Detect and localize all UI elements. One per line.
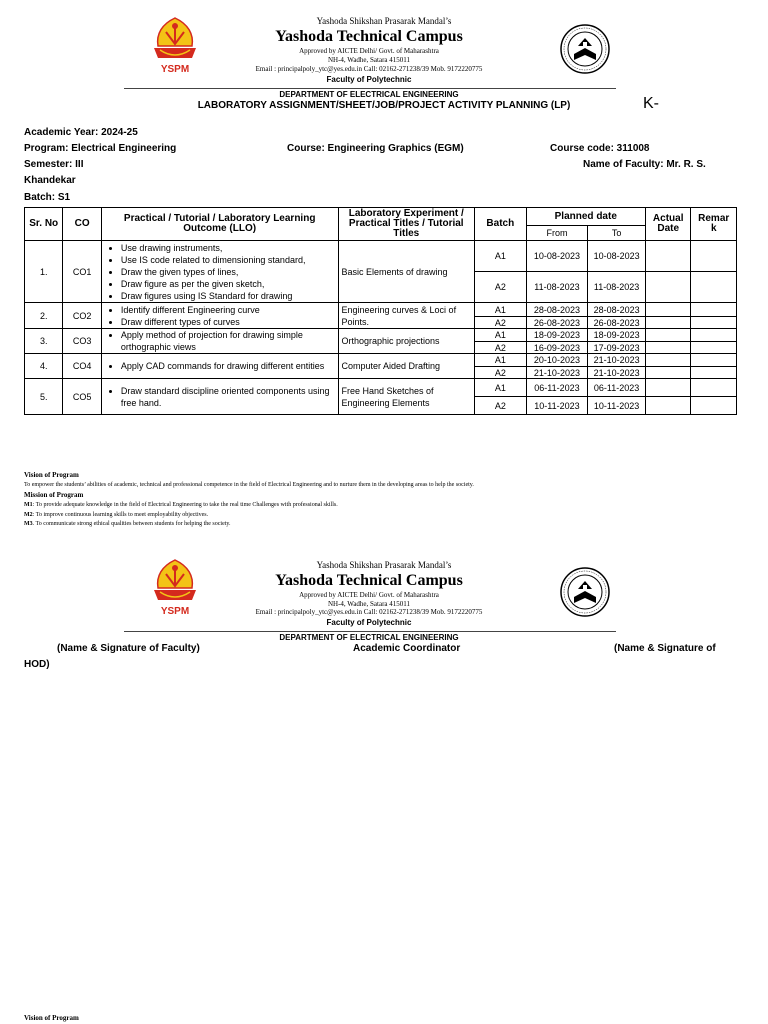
cell-to: 18-09-2023 <box>588 329 646 342</box>
llo-item: • Apply CAD commands for drawing different entities <box>121 360 335 372</box>
cell-actual <box>645 342 691 354</box>
llo-item: • Identify different Engineering curve <box>121 304 335 316</box>
llo-item: • Draw the given types of lines, <box>121 266 335 278</box>
cell-batch: A1 <box>475 329 527 342</box>
hod-signature: (Name & Signature of <box>614 643 716 654</box>
logo-text: YSPM <box>160 64 190 75</box>
cell-from: 16-09-2023 <box>526 342 588 354</box>
llo-item: • Use drawing instruments, <box>121 242 335 254</box>
cell-title: Engineering curves & Loci of Points. <box>338 303 475 329</box>
mission-heading: Mission of Program <box>24 491 84 499</box>
academic-year: Academic Year: 2024-25 <box>24 127 138 138</box>
faculty-name: Name of Faculty: Mr. R. S. <box>583 159 706 170</box>
cell-actual <box>645 317 691 329</box>
cell-actual <box>645 303 691 317</box>
cell-batch: A1 <box>475 241 527 272</box>
cell-remark <box>691 317 737 329</box>
cell-llo <box>101 354 338 379</box>
cell-to: 10-11-2023 <box>588 397 646 415</box>
cell-actual <box>645 329 691 342</box>
document-title: LABORATORY ASSIGNMENT/SHEET/JOB/PROJECT ACTIVITY PLANNING (LP) <box>197 100 571 111</box>
cell-remark <box>691 241 737 272</box>
cell-co: CO2 <box>63 303 101 329</box>
campus-name-2: Yashoda Technical Campus <box>275 572 463 589</box>
cell-remark <box>691 367 737 379</box>
footer-vision-heading: Vision of Program <box>24 1014 79 1022</box>
contact-line-2: Email : principalpoly_ytc@yes.edu.in Call: 02162-271238/39 Mob. 9172220775 <box>255 608 483 616</box>
cell-remark <box>691 379 737 397</box>
header-co: CO <box>63 208 101 241</box>
approved-line: Approved by AICTE Delhi/ Govt. of Maharashtra <box>299 47 439 55</box>
faculty-signature: (Name & Signature of Faculty) <box>57 643 200 654</box>
approved-line-2: Approved by AICTE Delhi/ Govt. of Maharashtra <box>299 591 439 599</box>
cell-llo <box>101 241 338 303</box>
cell-remark <box>691 303 737 317</box>
semester: Semester: III <box>24 159 84 170</box>
cell-to: 28-08-2023 <box>588 303 646 317</box>
cell-sr: 5. <box>25 379 63 415</box>
cell-remark <box>691 272 737 303</box>
table-row <box>25 329 737 342</box>
cell-from: 11-08-2023 <box>526 272 588 303</box>
cell-remark <box>691 397 737 415</box>
llo-item: • Apply method of projection for drawing simple orthographic views <box>121 329 335 353</box>
university-seal-icon-2 <box>560 567 610 617</box>
cell-to: 11-08-2023 <box>588 272 646 303</box>
mission-m1: M1: To provide adequate knowledge in the field of Electrical Engineering to take the real time Challenges with professional skills. <box>24 502 338 508</box>
mission-m2: M2: To improve continuous learning skills to meet employability objectives. <box>24 512 209 518</box>
cell-sr: 4. <box>25 354 63 379</box>
cell-co: CO3 <box>63 329 101 354</box>
lp-table <box>24 207 737 415</box>
vision-heading: Vision of Program <box>24 471 79 479</box>
cell-batch: A2 <box>475 317 527 329</box>
cell-batch: A2 <box>475 397 527 415</box>
header-remark: Remar k <box>691 208 737 241</box>
table-row <box>25 241 737 272</box>
header-from: From <box>526 226 588 241</box>
course-code: Course code: 311008 <box>550 143 650 154</box>
cell-actual <box>645 367 691 379</box>
batch: Batch: S1 <box>24 192 71 203</box>
faculty-name-cont: Khandekar <box>24 175 76 186</box>
address-line: NH-4, Wadhe, Satara 415011 <box>327 56 411 64</box>
cell-to: 21-10-2023 <box>588 367 646 379</box>
cell-llo <box>101 379 338 415</box>
cell-actual <box>645 272 691 303</box>
vision-text: To empower the students’ abilities of academic, technical and professional competence in the field of Electrical Engineering and to nurture them in the developing areas to help the society. <box>24 482 474 488</box>
cell-from: 21-10-2023 <box>526 367 588 379</box>
table-row <box>25 379 737 397</box>
cell-title: Orthographic projections <box>338 329 475 354</box>
llo-item: • Draw standard discipline oriented components using free hand. <box>121 385 335 409</box>
mission-m3: M3. To communicate strong ethical qualities between students for helping the society. <box>24 521 231 527</box>
university-seal-icon <box>560 24 610 74</box>
cell-title: Basic Elements of drawing <box>338 241 475 303</box>
table-row <box>25 354 737 367</box>
cell-batch: A2 <box>475 342 527 354</box>
llo-item: • Draw figures using IS Standard for drawing <box>121 290 335 302</box>
cell-title: Free Hand Sketches of Engineering Elements <box>338 379 475 415</box>
cell-sr: 1. <box>25 241 63 303</box>
academic-coordinator: Academic Coordinator <box>353 643 461 654</box>
cell-remark <box>691 354 737 367</box>
cell-co: CO5 <box>63 379 101 415</box>
cell-sr: 3. <box>25 329 63 354</box>
contact-line: Email : principalpoly_ytc@yes.edu.in Call: 02162-271238/39 Mob. 9172220775 <box>255 65 483 73</box>
cell-co: CO4 <box>63 354 101 379</box>
header-to: To <box>588 226 646 241</box>
faculty-of: Faculty of Polytechnic <box>326 75 412 84</box>
cell-batch: A1 <box>475 379 527 397</box>
cell-actual <box>645 379 691 397</box>
cell-actual <box>645 397 691 415</box>
campus-name: Yashoda Technical Campus <box>275 28 463 45</box>
cell-from: 18-09-2023 <box>526 329 588 342</box>
cell-to: 06-11-2023 <box>588 379 646 397</box>
header-planned: Planned date <box>526 208 645 226</box>
header-actual: Actual Date <box>645 208 691 241</box>
cell-llo <box>101 329 338 354</box>
cell-from: 28-08-2023 <box>526 303 588 317</box>
cell-from: 10-08-2023 <box>526 241 588 272</box>
cell-from: 10-11-2023 <box>526 397 588 415</box>
address-line-2: NH-4, Wadhe, Satara 415011 <box>327 600 411 608</box>
corner-mark: K- <box>643 95 659 112</box>
cell-batch: A2 <box>475 272 527 303</box>
cell-to: 26-08-2023 <box>588 317 646 329</box>
mandal-name: Yashoda Shikshan Prasarak Mandal’s <box>316 16 452 26</box>
mandal-name-2: Yashoda Shikshan Prasarak Mandal’s <box>316 560 452 570</box>
llo-item: • Draw different types of curves <box>121 316 335 328</box>
logo-text-2: YSPM <box>160 606 190 617</box>
hod-signature-cont: HOD) <box>24 659 50 670</box>
cell-llo <box>101 303 338 329</box>
table-row <box>25 303 737 317</box>
cell-to: 21-10-2023 <box>588 354 646 367</box>
program: Program: Electrical Engineering <box>24 143 177 154</box>
cell-to: 17-09-2023 <box>588 342 646 354</box>
cell-from: 06-11-2023 <box>526 379 588 397</box>
cell-from: 20-10-2023 <box>526 354 588 367</box>
cell-batch: A1 <box>475 354 527 367</box>
faculty-of-2: Faculty of Polytechnic <box>326 618 412 627</box>
llo-item: • Use IS code related to dimensioning standard, <box>121 254 335 266</box>
cell-to: 10-08-2023 <box>588 241 646 272</box>
cell-actual <box>645 354 691 367</box>
cell-from: 26-08-2023 <box>526 317 588 329</box>
cell-sr: 2. <box>25 303 63 329</box>
cell-batch: A1 <box>475 303 527 317</box>
cell-batch: A2 <box>475 367 527 379</box>
cell-actual <box>645 241 691 272</box>
cell-remark <box>691 342 737 354</box>
header-sr: Sr. No <box>25 208 63 241</box>
header-llo: Practical / Tutorial / Laboratory Learning Outcome (LLO) <box>101 208 338 241</box>
department-title: DEPARTMENT OF ELECTRICAL ENGINEERING <box>279 90 459 99</box>
cell-co: CO1 <box>63 241 101 303</box>
cell-remark <box>691 329 737 342</box>
course: Course: Engineering Graphics (EGM) <box>287 143 464 154</box>
header-titles: Laboratory Experiment / Practical Titles / Tutorial Titles <box>338 208 475 241</box>
llo-item: • Draw figure as per the given sketch, <box>121 278 335 290</box>
cell-title: Computer Aided Drafting <box>338 354 475 379</box>
header-batch: Batch <box>475 208 527 241</box>
department-title-2: DEPARTMENT OF ELECTRICAL ENGINEERING <box>279 633 459 642</box>
